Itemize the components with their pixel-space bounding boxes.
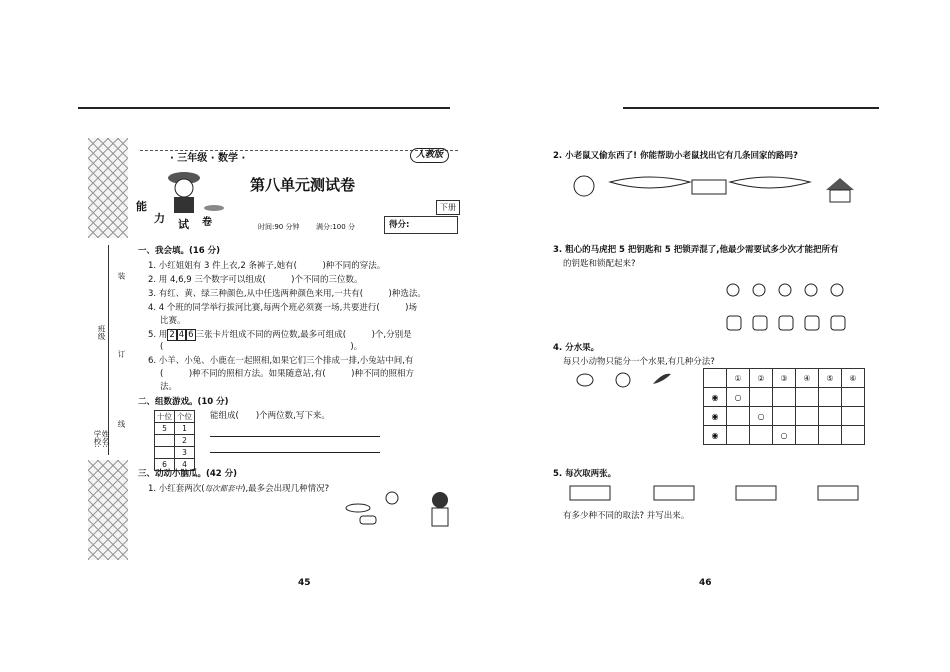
grid-header: ⑥ [842,369,865,388]
question-1-1: 1. 小红姐姐有 3 件上衣,2 条裤子,她有( )种不同的穿法。 [148,261,386,271]
score-box: 得分: [384,216,458,234]
mascot-char-4: 卷 [202,217,212,228]
grid-corner [704,369,727,388]
grid-cell[interactable] [819,388,842,407]
question-3-1-pre: 1. 小红套两次( [148,484,205,494]
fruit-grid [703,368,865,445]
mascot-char-3: 试 [178,218,189,231]
table-head-tens: 十位 [155,411,175,423]
animal-rabbit-icon: ◉ [704,407,727,426]
grid-cell[interactable]: ○ [727,388,750,407]
grid-header: ② [750,369,773,388]
section-2-heading: 二、组数游戏。(10 分) [138,397,229,407]
section-3-heading: 三、动动小脑瓜。(42 分) [138,469,238,479]
toys-illustration [340,490,460,535]
grid-cell[interactable] [750,426,773,445]
title-banner [136,150,458,238]
question-1-5-cont: ( )。 [160,342,363,352]
card-1: 2 [169,330,175,340]
question-r5: 5. 每次取两张。 [553,469,617,479]
question-r3-cont: 的钥匙和锁配起来? [563,259,636,269]
grade-subject: · 三年级 · 数学 · [170,153,246,164]
zhuang-label: 装 [117,272,126,280]
question-1-6-end: 法。 [160,382,178,392]
grid-header: ③ [773,369,796,388]
grid-cell[interactable] [819,426,842,445]
card-2: 4 [178,330,185,340]
table-cell: 4 [175,459,195,471]
table-cell: 5 [155,423,175,435]
grid-cell[interactable] [842,388,865,407]
grid-cell[interactable] [796,407,819,426]
animal-panda-icon: ◉ [704,426,727,445]
question-3-1 [148,482,329,496]
table-cell: 1 [175,423,195,435]
mascot-char-2: 力 [154,212,165,225]
grid-cell[interactable] [773,407,796,426]
table-head-ones: 个位 [175,411,195,423]
grid-header: ④ [796,369,819,388]
grid-cell[interactable] [727,426,750,445]
question-1-4-cont: 比赛。 [160,316,186,326]
grid-cell[interactable] [842,426,865,445]
section-1-heading: 一、我会填。(16 分) [138,246,221,256]
page-number-45: 45 [298,578,311,588]
question-1-5-pre: 5. 用 [148,330,168,340]
top-rule [78,107,450,109]
mascot-char-1: 能 [136,200,147,213]
grid-header: ⑤ [819,369,842,388]
grid-cell[interactable] [750,388,773,407]
exam-title: 第八单元测试卷 [250,176,356,194]
question-3-1-note: 每次都套中 [204,484,243,493]
grid-cell[interactable] [773,388,796,407]
binding-line [108,245,109,455]
question-r4-cont: 每只小动物只能分一个水果,有几种分法? [563,357,715,367]
question-1-6-cont: ( )种不同的照相方法。如果随意站,有( )种不同的照相方 [160,369,414,379]
banji-label: 班级 [97,325,106,340]
grid-cell[interactable] [819,407,842,426]
margin-pattern-top [88,138,128,238]
grid-cell[interactable] [842,407,865,426]
question-r3: 3. 粗心的马虎把 5 把钥匙和 5 把锁弄混了,他最少需要试多少次才能把所有 [553,245,839,255]
edition-badge: 人教版 [410,148,449,163]
table-cell [155,447,175,459]
volume-label: 下册 [436,200,460,215]
animal-cat-icon: ◉ [704,388,727,407]
question-r5-cont: 有多少种不同的取法? 并写出来。 [563,511,690,521]
grid-cell[interactable] [727,407,750,426]
question-1-5-post: 三张卡片组成不同的两位数,最多可组成( )个,分别是 [195,330,412,340]
grid-cell[interactable]: ○ [773,426,796,445]
grid-header: ① [727,369,750,388]
xuexiao-label: 学校: [93,430,102,448]
grid-cell[interactable] [796,426,819,445]
page-number-46: 46 [699,578,712,588]
margin-pattern-bottom [88,460,128,560]
answer-line-1[interactable] [210,436,380,437]
place-value-table [154,410,195,471]
question-r2: 2. 小老鼠又偷东西了! 你能帮助小老鼠找出它有几条回家的路吗? [553,151,798,161]
ding-label: 订 [117,350,126,358]
time-label: 时间:90 分钟 [258,223,300,231]
table-cell: 6 [155,459,175,471]
grid-cell[interactable]: ○ [750,407,773,426]
question-2-text: 能组成( )个两位数,写下来。 [210,411,330,421]
keys-locks-illustration [725,278,855,334]
mouse-path-illustration [570,168,870,208]
cards-illustration [570,484,860,502]
table-cell: 3 [175,447,195,459]
xian-label: 线 [117,420,126,428]
grid-cell[interactable] [796,388,819,407]
fruits-illustration [575,370,675,390]
table-cell: 2 [175,435,195,447]
card-3: 6 [188,330,194,340]
xingming-label: 姓名: [101,430,110,448]
score-label: 满分:100 分 [316,223,355,231]
top-rule [623,107,879,109]
question-1-3: 3. 有红、黄、绿三种颜色,从中任选两种颜色来用,一共有( )种选法。 [148,289,426,299]
right-page [475,0,950,672]
question-1-4: 4. 4 个班的同学举行拔河比赛,每两个班必须赛一场,共要进行( )场 [148,303,417,313]
question-1-6: 6. 小羊、小兔、小鹿在一起照相,如果它们三个排成一排,小兔站中间,有 [148,356,414,366]
table-cell [155,435,175,447]
question-r4: 4. 分水果。 [553,343,600,353]
question-1-2: 2. 用 4,6,9 三个数字可以组成( )个不同的三位数。 [148,275,363,285]
question-3-1-post: ),最多会出现几种情况? [242,484,330,494]
answer-line-2[interactable] [210,452,380,453]
